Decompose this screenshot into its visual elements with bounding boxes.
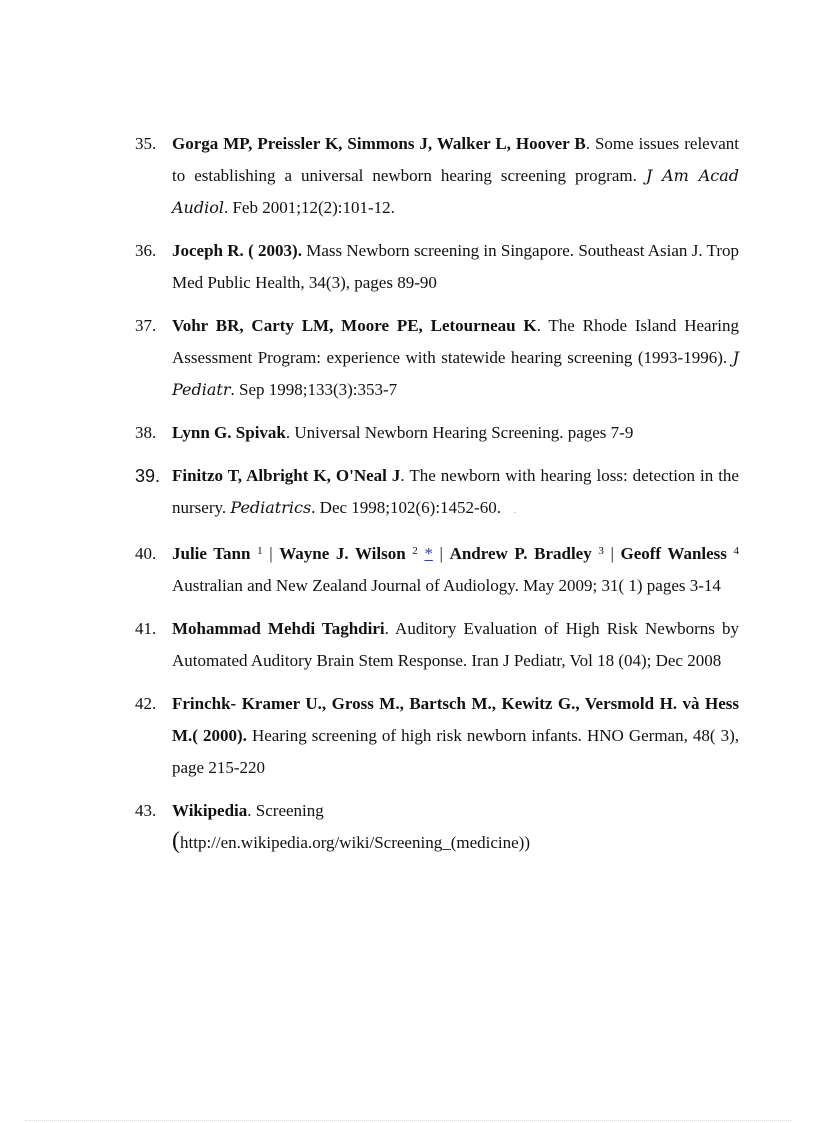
reference-number: 39. [135, 466, 161, 486]
reference-number: 37. [135, 316, 157, 335]
reference-body [172, 688, 739, 784]
reference-authors: Frinchk- Kramer U., Gross M., Bartsch M., Kewitz G., Versmold H. và Hess M.( 2000). [172, 694, 739, 745]
affiliation-marker: 2 [412, 545, 418, 557]
reference-body [172, 417, 739, 449]
reference-tail: . Feb 2001;12(2):101-12. [223, 198, 395, 217]
reference-journal: Pediatrics [230, 498, 312, 517]
reference-number: 35. [135, 134, 157, 153]
reference-item-39 [135, 460, 739, 527]
reference-author: Julie Tann [172, 544, 251, 563]
reference-text: Hearing screening of high risk newborn infants. HNO German, 48( 3), page 215-220 [172, 726, 739, 777]
reference-text: . Screening [247, 801, 324, 820]
reference-body [172, 460, 739, 527]
reference-number: 38. [135, 423, 157, 442]
reference-authors: Gorga MP, Preissler K, Simmons J, Walker L, Hoover B [172, 134, 586, 153]
reference-number: 40. [135, 544, 157, 563]
affiliation-marker: 3 [598, 545, 604, 557]
stray-mark: . [513, 505, 517, 516]
author-divider: | [603, 544, 621, 563]
reference-number: 41. [135, 619, 157, 638]
reference-body [172, 613, 739, 677]
reference-text: Mass Newborn screening in Singapore. Southeast Asian J. Trop Med Public Health, 34(3), pages 89-90 [172, 241, 740, 292]
reference-item-43 [135, 795, 739, 859]
reference-item-42 [135, 688, 739, 784]
reference-item-36 [135, 235, 739, 299]
reference-authors: Finitzo T, Albright K, O'Neal J [172, 466, 401, 485]
reference-body [172, 128, 739, 224]
reference-author: Andrew P. Bradley [449, 544, 592, 563]
reference-body [172, 538, 739, 602]
reference-body [172, 795, 739, 859]
reference-authors: Mohammad Mehdi Taghdiri [172, 619, 385, 638]
reference-separator: . [400, 466, 410, 485]
reference-item-35 [135, 128, 739, 224]
reference-authors: Vohr BR, Carty LM, Moore PE, Letourneau K [172, 316, 537, 335]
author-divider: | [262, 544, 280, 563]
reference-text: The Rhode Island Hearing Assessment Program: experience with statewide hearing screening (1993-1996). [172, 316, 739, 367]
reference-body [172, 235, 739, 299]
reference-separator: . [536, 316, 549, 335]
reference-authors: Lynn G. Spivak [172, 423, 286, 442]
reference-authors: Wikipedia [172, 801, 248, 820]
reference-item-40 [135, 538, 739, 602]
reference-tail: . Sep 1998;133(3):353-7 [230, 380, 398, 399]
reference-text: The newborn with hearing loss: detection in the nursery. [172, 466, 739, 517]
author-divider: | [432, 544, 450, 563]
affiliation-marker: 1 [257, 545, 263, 557]
reference-item-38 [135, 417, 739, 449]
reference-item-37 [135, 310, 739, 406]
reference-author: Wayne J. Wilson [279, 544, 406, 563]
reference-text: . Universal Newborn Hearing Screening. pages 7-9 [285, 423, 634, 442]
reference-text: Some issues relevant to establishing a universal newborn hearing screening program. [172, 134, 739, 185]
reference-number: 36. [135, 241, 157, 260]
reference-separator: . [585, 134, 595, 153]
reference-url: http://en.wikipedia.org/wiki/Screening_(medicine)) [180, 833, 530, 852]
reference-item-41 [135, 613, 739, 677]
page-bottom-divider [25, 1120, 791, 1121]
reference-journal: J Am Acad Audiol [172, 166, 739, 217]
reference-list [135, 128, 739, 870]
reference-tail: . Dec 1998;102(6):1452-60. [311, 498, 501, 517]
reference-text: Australian and New Zealand Journal of Audiology. May 2009; 31( 1) pages 3-14 [172, 576, 721, 595]
reference-number: 42. [135, 694, 157, 713]
affiliation-marker: 4 [733, 545, 740, 557]
reference-number: 43. [135, 801, 157, 820]
corresponding-author-link[interactable]: * [424, 544, 433, 563]
url-open-paren: ( [172, 828, 180, 854]
reference-authors: Joceph R. ( 2003). [172, 241, 302, 260]
reference-author: Geoff Wanless [620, 544, 727, 563]
reference-body [172, 310, 739, 406]
reference-text: . Auditory Evaluation of High Risk Newborns by Automated Auditory Brain Stem Response. Iran J Pediatr, Vol 18 (04); Dec 2008 [172, 619, 739, 670]
reference-journal: J Pediatr [172, 348, 739, 399]
